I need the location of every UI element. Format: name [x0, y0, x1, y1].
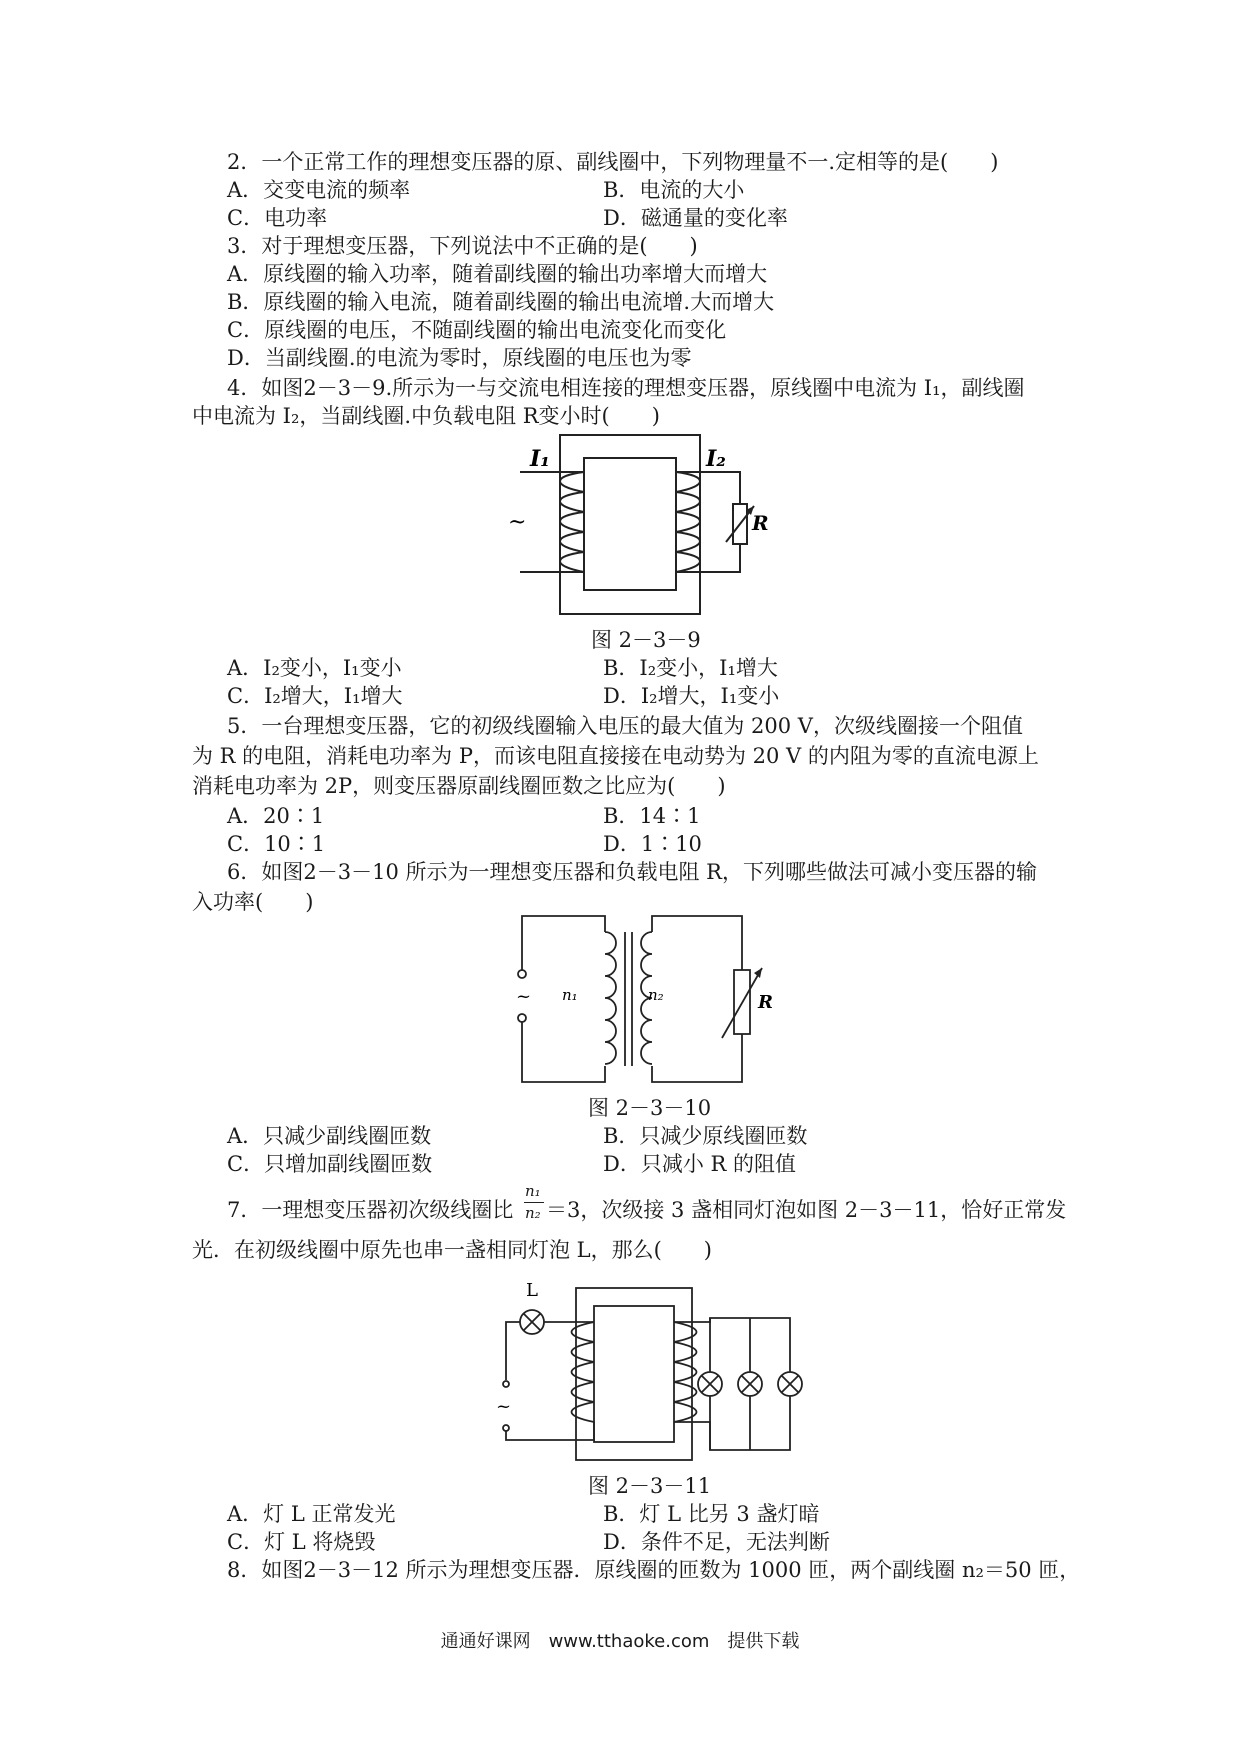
q2-option-c: C．电功率	[227, 206, 328, 230]
label-n1: n₁	[562, 986, 578, 1004]
ac-source-symbol: ~	[516, 986, 532, 1007]
q7-fraction-numerator: n₁	[525, 1182, 541, 1200]
q5-stem-line3: 消耗电功率为 2P，则变压器原副线圈匝数之比应为( )	[192, 774, 726, 798]
label-i1: I₁	[530, 446, 550, 472]
q4-stem-line2: 中电流为 I₂，当副线圈.中负载电阻 R变小时( )	[192, 404, 660, 428]
q2-stem: 2．一个正常工作的理想变压器的原、副线圈中，下列物理量不一.定相等的是( )	[227, 150, 999, 174]
q6-stem-line2: 入功率( )	[192, 890, 314, 914]
q5-stem-line1: 5．一台理想变压器，它的初级线圈输入电压的最大值为 200 V，次级线圈接一个阻值	[227, 714, 1023, 738]
q4-option-c: C．I₂增大，I₁增大	[227, 684, 403, 708]
q6-stem-line1: 6．如图2－3－10 所示为一理想变压器和负载电阻 R，下列哪些做法可减小变压器的输	[227, 860, 1037, 884]
q7-stem-line1-post: ＝3，次级接 3 盏相同灯泡如图 2－3－11，恰好正常发	[546, 1198, 1067, 1222]
q2-option-d: D．磁通量的变化率	[603, 206, 788, 230]
figure-2-3-11-caption: 图 2－3－11	[588, 1474, 712, 1498]
q6-option-c: C．只增加副线圈匝数	[227, 1152, 433, 1176]
label-n2: n₂	[648, 986, 664, 1004]
q3-option-c: C．原线圈的电压，不随副线圈的输出电流变化而变化	[227, 318, 727, 342]
q3-option-b: B．原线圈的输入电流，随着副线圈的输出电流增.大而增大	[227, 290, 775, 314]
ac-source-symbol: ~	[508, 510, 527, 535]
figure-2-3-10	[510, 910, 773, 1090]
label-r: R	[758, 992, 773, 1013]
q3-option-a: A．原线圈的输入功率，随着副线圈的输出功率增大而增大	[227, 262, 768, 286]
figure-2-3-9	[500, 432, 769, 622]
label-r: R	[752, 511, 769, 535]
q7-stem-line2: 光．在初级线圈中原先也串一盏相同灯泡 L，那么( )	[192, 1238, 713, 1262]
q4-option-a: A．I₂变小，I₁变小	[227, 656, 402, 680]
q6-option-b: B．只减少原线圈匝数	[603, 1124, 808, 1148]
q6-option-a: A．只减少副线圈匝数	[227, 1124, 432, 1148]
figure-2-3-11	[490, 1270, 810, 1470]
q7-fraction-denominator: n₂	[525, 1204, 541, 1222]
figure-2-3-9-caption: 图 2－3－9	[591, 628, 701, 652]
q7-option-c: C．灯 L 将烧毁	[227, 1530, 376, 1554]
q5-option-c: C．10∶1	[227, 832, 326, 856]
q2-option-a: A．交变电流的频率	[227, 178, 411, 202]
q8-stem-line1: 8．如图2－3－12 所示为理想变压器．原线圈的匝数为 1000 匝，两个副线圈 n₂＝50 匝，	[227, 1558, 1081, 1582]
q7-stem-line1-pre: 7．一理想变压器初次级线圈比	[227, 1198, 514, 1222]
q3-option-d: D．当副线圈.的电流为零时，原线圈的电压也为零	[227, 346, 692, 370]
page-footer: 通通好课网 www.tthaoke.com 提供下载	[440, 1631, 800, 1652]
q4-option-d: D．I₂增大，I₁变小	[603, 684, 780, 708]
label-i2: I₂	[706, 446, 726, 472]
q7-option-a: A．灯 L 正常发光	[227, 1502, 396, 1526]
q2-option-b: B．电流的大小	[603, 178, 745, 202]
q4-stem-line1: 4．如图2－3－9.所示为一与交流电相连接的理想变压器，原线圈中电流为 I₁，副线圈	[227, 376, 1025, 400]
q7-option-b: B．灯 L 比另 3 盏灯暗	[603, 1502, 820, 1526]
label-lamp-l: L	[526, 1280, 538, 1301]
q4-option-b: B．I₂变小，I₁增大	[603, 656, 778, 680]
q5-option-d: D．1∶10	[603, 832, 702, 856]
ac-source-symbol: ~	[496, 1396, 512, 1417]
q7-option-d: D．条件不足，无法判断	[603, 1530, 830, 1554]
q3-stem: 3．对于理想变压器，下列说法中不正确的是( )	[227, 234, 698, 258]
figure-2-3-10-caption: 图 2－3－10	[588, 1096, 712, 1120]
q5-option-a: A．20∶1	[227, 804, 325, 828]
q5-option-b: B．14∶1	[603, 804, 701, 828]
q6-option-d: D．只减小 R 的阻值	[603, 1152, 796, 1176]
q7-fraction-bar	[524, 1202, 544, 1203]
q5-stem-line2: 为 R 的电阻，消耗电功率为 P，而该电阻直接接在电动势为 20 V 的内阻为零的直流电源上	[192, 744, 1039, 768]
